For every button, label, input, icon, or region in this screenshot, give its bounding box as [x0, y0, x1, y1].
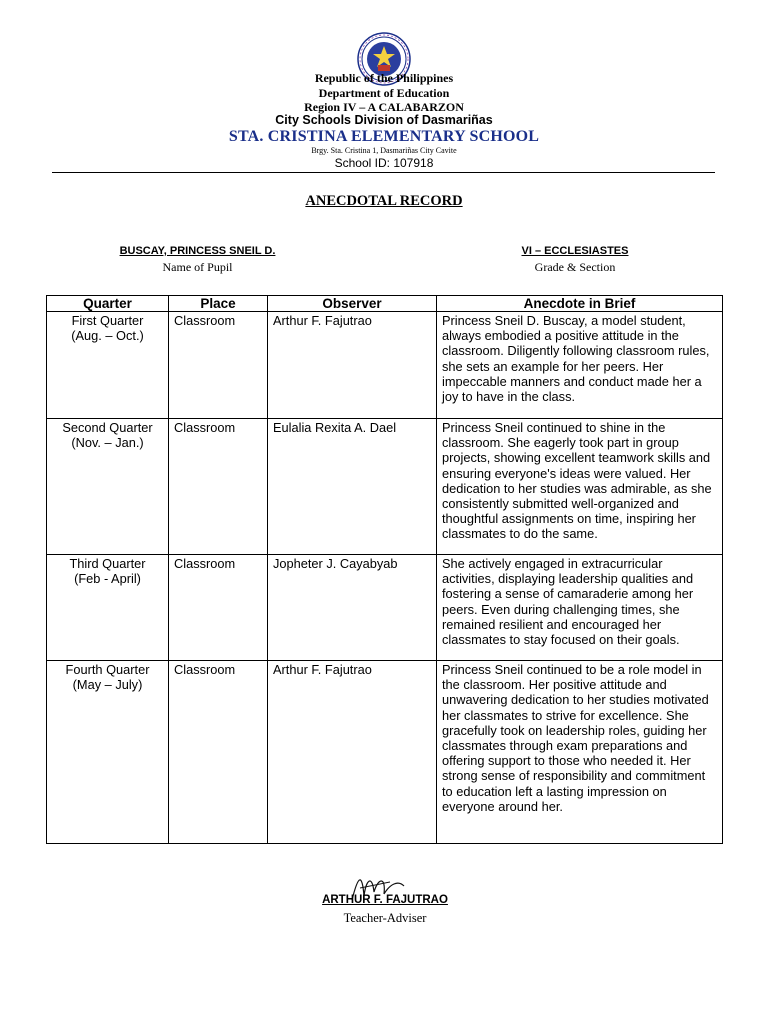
observer-cell: Arthur F. Fajutrao	[268, 312, 437, 419]
quarter-cell	[47, 661, 169, 844]
quarter-name: Third Quarter	[69, 556, 146, 571]
table-row	[47, 419, 723, 555]
quarter-period: (Feb - April)	[74, 571, 141, 587]
pupil-name-field	[90, 245, 305, 275]
adviser-title: Teacher-Adviser	[343, 911, 427, 925]
header-republic: Republic of the Philippines	[314, 71, 454, 85]
grade-section-value: VI – ECCLESIASTES	[521, 245, 629, 257]
anecdote-cell: Princess Sneil continued to be a role model in the classroom. Her positive attitude and unwavering dedication to her studies motivated her classmates to strive for excellence. She gracefully took on leadership roles, guiding her classmates through exam preparations and offering support to those who needed it. Her strong sense of responsibility and commitment to education left a lasting impression on everyone around her.	[437, 661, 723, 844]
quarter-cell	[47, 312, 169, 419]
observer-cell: Jopheter J. Cayabyab	[268, 555, 437, 661]
observer-cell: Arthur F. Fajutrao	[268, 661, 437, 844]
anecdote-cell: Princess Sneil continued to shine in the classroom. She eagerly took part in group projects, showing excellent teamwork skills and ensuring everyone's ideas were valued. Her dedication to her studies was admirable, as she consistently submitted well-organized and thoughtful assignments on time, inspiring her classmates to do the same.	[437, 419, 723, 555]
quarter-period: (Aug. – Oct.)	[71, 328, 144, 344]
table-row	[47, 312, 723, 419]
quarter-period: (May – July)	[72, 677, 143, 693]
quarter-cell	[47, 419, 169, 555]
header-department: Department of Education	[318, 86, 450, 100]
header-divider	[52, 172, 715, 173]
header-division: City Schools Division of Dasmariñas	[275, 113, 493, 127]
place-cell: Classroom	[169, 555, 268, 661]
anecdote-cell: Princess Sneil D. Buscay, a model student, always embodied a positive attitude in the classroom. Diligently following classroom rules, she sets an example for her peers. Her impeccable manners and conduct made her a joy to have in the class.	[437, 312, 723, 419]
school-id: School ID: 107918	[334, 156, 434, 170]
quarter-cell	[47, 555, 169, 661]
quarter-name: First Quarter	[71, 313, 144, 328]
place-cell: Classroom	[169, 312, 268, 419]
grade-section-field	[480, 245, 670, 275]
column-header-anecdote: Anecdote in Brief	[437, 296, 723, 312]
school-address: Brgy. Sta. Cristina 1, Dasmariñas City Cavite	[311, 146, 457, 155]
quarter-period: (Nov. – Jan.)	[71, 435, 144, 451]
table-row	[47, 661, 723, 844]
column-header-observer: Observer	[268, 296, 437, 312]
anecdotal-table	[46, 295, 723, 844]
column-header-quarter: Quarter	[47, 296, 169, 312]
school-name: STA. CRISTINA ELEMENTARY SCHOOL	[228, 128, 540, 145]
table-row	[47, 555, 723, 661]
pupil-name-label: Name of Pupil	[162, 260, 233, 274]
quarter-name: Second Quarter	[62, 420, 153, 435]
header-region: Region IV – A CALABARZON	[304, 100, 464, 114]
quarter-name: Fourth Quarter	[65, 662, 150, 677]
column-header-place: Place	[169, 296, 268, 312]
anecdote-cell: She actively engaged in extracurricular activities, displaying leadership qualities and fostering a sense of camaraderie among her peers. Even during challenging times, she remained resilient and encouraged her classmates to stay focused on their goals.	[437, 555, 723, 661]
grade-section-label: Grade & Section	[534, 260, 616, 274]
place-cell: Classroom	[169, 661, 268, 844]
pupil-name-value: BUSCAY, PRINCESS SNEIL D.	[119, 245, 276, 257]
adviser-name: ARTHUR F. FAJUTRAO	[322, 894, 448, 906]
document-title: ANECDOTAL RECORD	[305, 193, 463, 209]
observer-cell: Eulalia Rexita A. Dael	[268, 419, 437, 555]
table-header-row	[47, 296, 723, 312]
place-cell: Classroom	[169, 419, 268, 555]
